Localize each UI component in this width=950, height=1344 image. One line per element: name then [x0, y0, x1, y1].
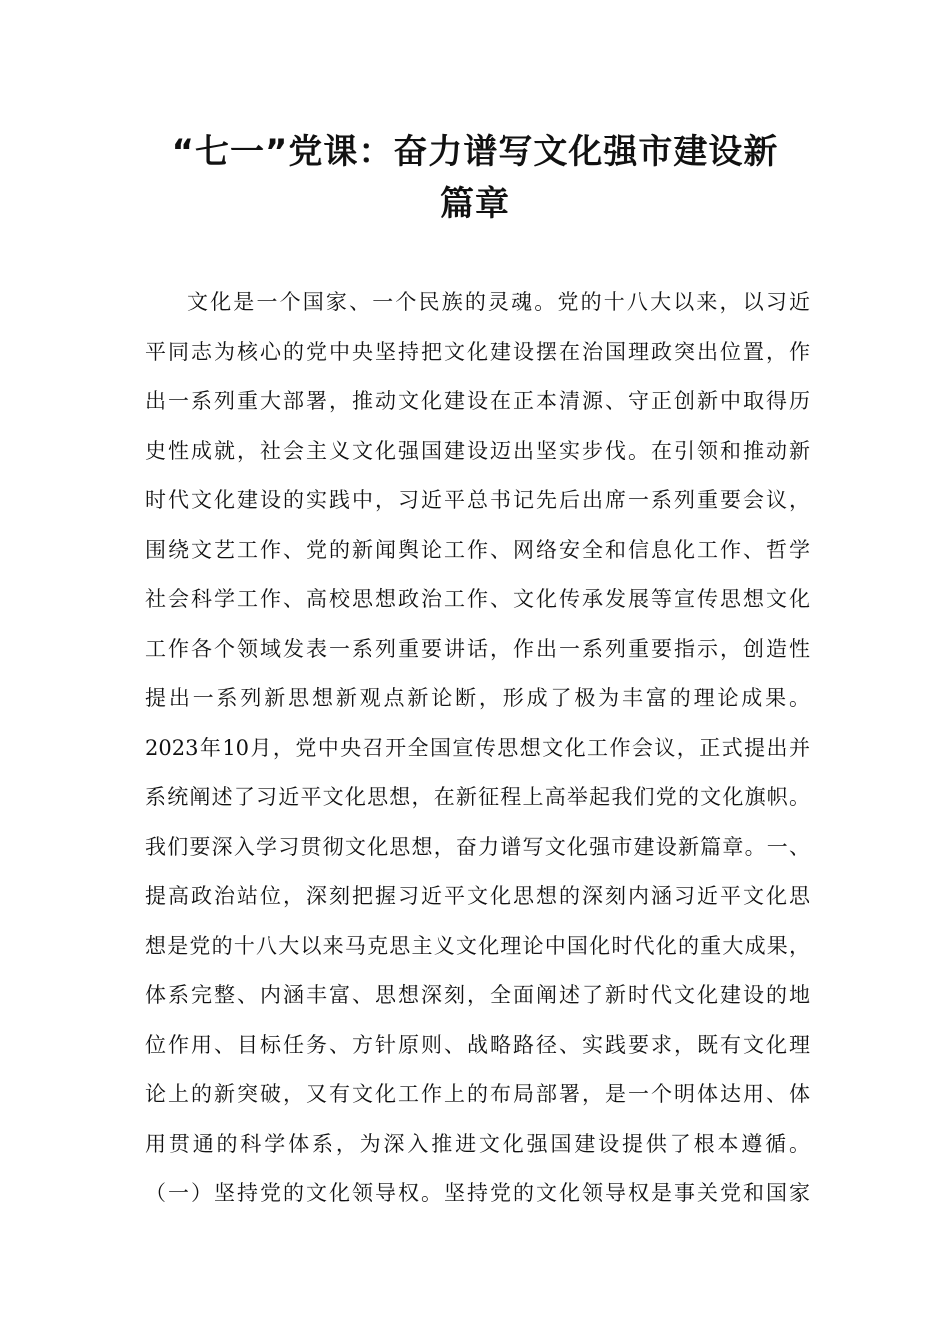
body-line: 用贯通的科学体系，为深入推进文化强国建设提供了根本遵循。 — [145, 1131, 810, 1156]
body-line: 2023年10月，党中央召开全国宣传思想文化工作会议，正式提出并 — [145, 735, 810, 760]
title-line-2: 篇章 — [440, 184, 510, 224]
document-body — [145, 282, 810, 1223]
title-line-1: “七一”党课：奋力谱写文化强市建设新 — [171, 132, 779, 172]
body-line: 围绕文艺工作、党的新闻舆论工作、网络安全和信息化工作、哲学 — [145, 537, 810, 562]
body-line: 文化是一个国家、一个民族的灵魂。党的十八大以来，以习近 — [187, 290, 810, 314]
body-line: 社会科学工作、高校思想政治工作、文化传承发展等宣传思想文化 — [145, 587, 810, 611]
body-line: 我们要深入学习贯彻文化思想，奋力谱写文化强市建设新篇章。一、 — [145, 834, 810, 859]
body-line: 体系完整、内涵丰富、思想深刻，全面阐述了新时代文化建设的地 — [145, 983, 810, 1007]
body-line: 工作各个领域发表一系列重要讲话，作出一系列重要指示，创造性 — [145, 636, 810, 661]
body-line: 系统阐述了习近平文化思想，在新征程上高举起我们党的文化旗帜。 — [145, 785, 810, 809]
body-line: 史性成就，社会主义文化强国建设迈出坚实步伐。在引领和推动新 — [145, 438, 810, 463]
body-line: 提出一系列新思想新观点新论断，形成了极为丰富的理论成果。 — [145, 686, 810, 710]
document-title — [145, 126, 805, 230]
body-line: 平同志为核心的党中央坚持把文化建设摆在治国理政突出位置，作 — [145, 339, 810, 364]
body-line: 论上的新突破，又有文化工作上的布局部署，是一个明体达用、体 — [145, 1082, 810, 1106]
body-line: 位作用、目标任务、方针原则、战略路径、实践要求，既有文化理 — [145, 1032, 810, 1057]
body-line: 出一系列重大部署，推动文化建设在正本清源、守正创新中取得历 — [145, 389, 810, 413]
body-line: 提高政治站位，深刻把握习近平文化思想的深刻内涵习近平文化思 — [145, 884, 810, 908]
body-line: （一）坚持党的文化领导权。坚持党的文化领导权是事关党和国家 — [145, 1181, 810, 1205]
body-line: 想是党的十八大以来马克思主义文化理论中国化时代化的重大成果， — [145, 933, 810, 958]
body-line: 时代文化建设的实践中，习近平总书记先后出席一系列重要会议， — [145, 488, 810, 512]
